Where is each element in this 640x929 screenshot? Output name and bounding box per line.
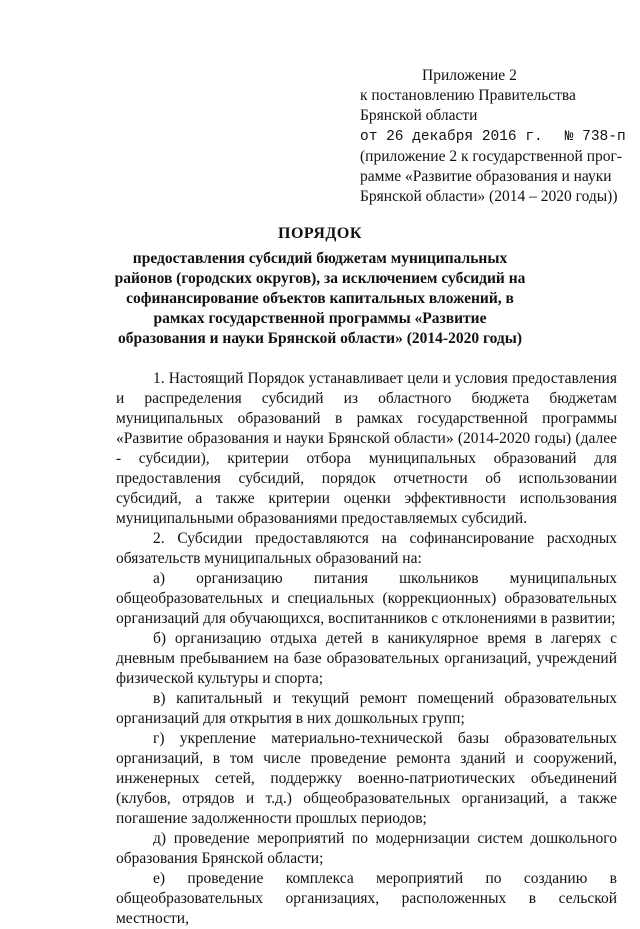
paragraph: а) организацию питания школьников муниципальных общеобразовательных и специальных (коррекционных) образовательных организаций для обучающихся, воспитанников с отклонениями в развитии;: [116, 570, 617, 627]
appendix-title: Приложение 2: [422, 67, 517, 84]
appendix-block: [360, 66, 630, 147]
paragraph: д) проведение мероприятий по модернизации систем дошкольного образования Брянской области;: [116, 830, 617, 867]
document-body: [116, 369, 617, 929]
document-subtitle: предоставления субсидий бюджетам муниципальных районов (городских округов), за исключением субсидий на софинансирование объектов капитальных вложений, в рамках государственной программы «Развитие образования и науки Брянской области» (2014-2020 годы): [114, 250, 526, 347]
paragraph: 1. Настоящий Порядок устанавливает цели и условия предоставления и распределения субсидий из областного бюджета бюджетам муниципальных образований в рамках государственной программы «Развитие образования и науки Брянской области» (2014-2020 годы) (далее - субсидии), критерии отбора муниципальных образований для предоставления субсидий, порядок отчетности об использовании субсидий, а также критерии оценки эффективности использования муниципальными образованиями предоставляемых субсидий.: [116, 370, 617, 527]
paragraph: е) проведение комплекса мероприятий по созданию в общеобразовательных организациях, расположенных в сельской местности,: [116, 870, 617, 927]
paragraph: б) организацию отдыха детей в каникулярное время в лагерях с дневным пребыванием на базе образовательных организаций, учреждений физической культуры и спорта;: [116, 630, 617, 687]
paragraph: 2. Субсидии предоставляются на софинансирование расходных обязательств муниципальных образований на:: [116, 530, 617, 567]
appendix-region: Брянской области: [360, 107, 478, 124]
decree-number: № 738-п: [564, 129, 626, 145]
decree-date: от 26 декабря 2016 г.: [360, 129, 543, 145]
paragraph: г) укрепление материально-технической базы образовательных организаций, в том числе проведение ремонта зданий и сооружений, инженерных сетей, поддержку военно-патриотических объединений (клубов, отрядов и т.д.) общеобразовательных организаций, а также погашение задолженности прошлых периодов;: [116, 730, 617, 827]
program-note: (приложение 2 к государственной прог-рамме «Развитие образования и науки Брянской области» (2014 – 2020 годы)): [360, 148, 623, 205]
appendix-date-line: [360, 126, 630, 147]
document-title: ПОРЯДОК: [278, 225, 362, 242]
paragraph: в) капитальный и текущий ремонт помещений образовательных организаций для открытия в них дошкольных групп;: [116, 690, 617, 727]
appendix-decree-ref: к постановлению Правительства: [360, 87, 576, 104]
